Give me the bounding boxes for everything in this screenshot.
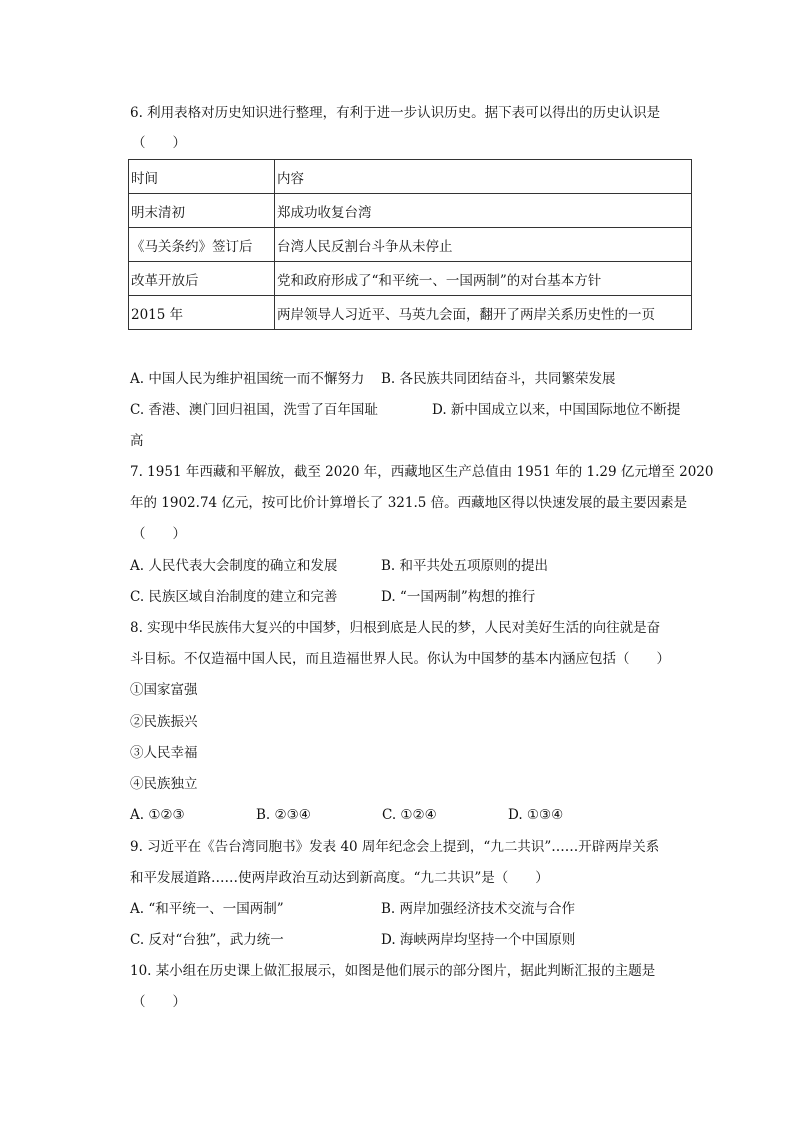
table-cell-content: 两岸领导人习近平、马英九会面，翻开了两岸关系历史性的一页 [275, 296, 692, 330]
q7-stem-line2: 年的 1902.74 亿元，按可比价计算增长了 321.5 倍。西藏地区得以快速发展的最主要因素是 [130, 495, 688, 511]
q8-option-d: D. ①③④ [508, 807, 564, 823]
table-cell-content: 台湾人民反割台斗争从未停止 [275, 228, 692, 262]
q9-option-b: B. 两岸加强经济技术交流与合作 [381, 901, 576, 917]
table-cell-content: 郑成功收复台湾 [275, 194, 692, 228]
table-cell-content: 党和政府形成了“和平统一、一国两制”的对台基本方针 [275, 262, 692, 296]
q8-stem-line1: 8. 实现中华民族伟大复兴的中国梦，归根到底是人民的梦，人民对美好生活的向往就是奋 [130, 620, 661, 636]
q7-stem-line1: 7. 1951 年西藏和平解放，截至 2020 年，西藏地区生产总值由 1951 年的 1.29 亿元增至 2020 [130, 464, 714, 480]
q7-option-c: C. 民族区域自治制度的建立和完善 [130, 589, 338, 605]
table-row [129, 296, 692, 330]
q7-option-a: A. 人民代表大会制度的确立和发展 [130, 558, 338, 574]
table-cell-time: 明末清初 [129, 194, 275, 228]
table-row [129, 194, 692, 228]
q9-option-c: C. 反对“台独”，武力统一 [130, 932, 284, 948]
history-table [128, 159, 692, 330]
q10-stem-line2: （ ） [132, 994, 186, 1010]
q8-stem-line2: 斗目标。不仅造福中国人民，而且造福世界人民。你认为中国梦的基本内涵应包括（ ） [130, 651, 670, 667]
q8-item: ④民族独立 [130, 776, 198, 792]
table-cell-time: 2015 年 [129, 296, 275, 330]
table-cell-time: 改革开放后 [129, 262, 275, 296]
q6-stem-line1: 6. 利用表格对历史知识进行整理，有利于进一步认识历史。据下表可以得出的历史认识是 [130, 105, 661, 121]
q9-stem-line2: 和平发展道路……使两岸政治互动达到新高度。“九二共识”是（ ） [130, 870, 549, 886]
q10-stem-line1: 10. 某小组在历史课上做汇报展示，如图是他们展示的部分图片，据此判断汇报的主题是 [130, 963, 656, 979]
table-row [129, 262, 692, 296]
q8-item: ②民族振兴 [130, 714, 198, 730]
q8-option-c: C. ①②④ [382, 807, 437, 823]
q6-option-a: A. 中国人民为维护祖国统一而不懈努力 [130, 371, 365, 387]
q6-option-d: D. 新中国成立以来，中国国际地位不断提 [432, 402, 681, 418]
q8-option-b: B. ②③④ [256, 807, 311, 823]
q6-option-d-cont: 高 [130, 433, 144, 449]
q6-stem-line2: （ ） [132, 135, 186, 151]
table-cell-time: 《马关条约》签订后 [129, 228, 275, 262]
q6-option-c: C. 香港、澳门回归祖国，洗雪了百年国耻 [130, 402, 378, 418]
q9-option-d: D. 海峡两岸均坚持一个中国原则 [381, 932, 576, 948]
table-header-time: 时间 [129, 160, 275, 194]
q8-item: ①国家富强 [130, 682, 198, 698]
table-row [129, 228, 692, 262]
q8-item: ③人民幸福 [130, 745, 198, 761]
q9-stem-line1: 9. 习近平在《告台湾同胞书》发表 40 周年纪念会上提到，“九二共识”……开辟两岸关系 [130, 839, 660, 855]
q7-stem-line3: （ ） [132, 526, 186, 542]
q6-option-b: B. 各民族共同团结奋斗，共同繁荣发展 [381, 371, 616, 387]
q9-option-a: A. “和平统一、一国两制” [130, 901, 284, 917]
q7-option-b: B. 和平共处五项原则的提出 [381, 558, 549, 574]
table-header-row [129, 160, 692, 194]
table-header-content: 内容 [275, 160, 692, 194]
q7-option-d: D. “一国两制”构想的推行 [381, 589, 536, 605]
q8-option-a: A. ①②③ [130, 807, 185, 823]
